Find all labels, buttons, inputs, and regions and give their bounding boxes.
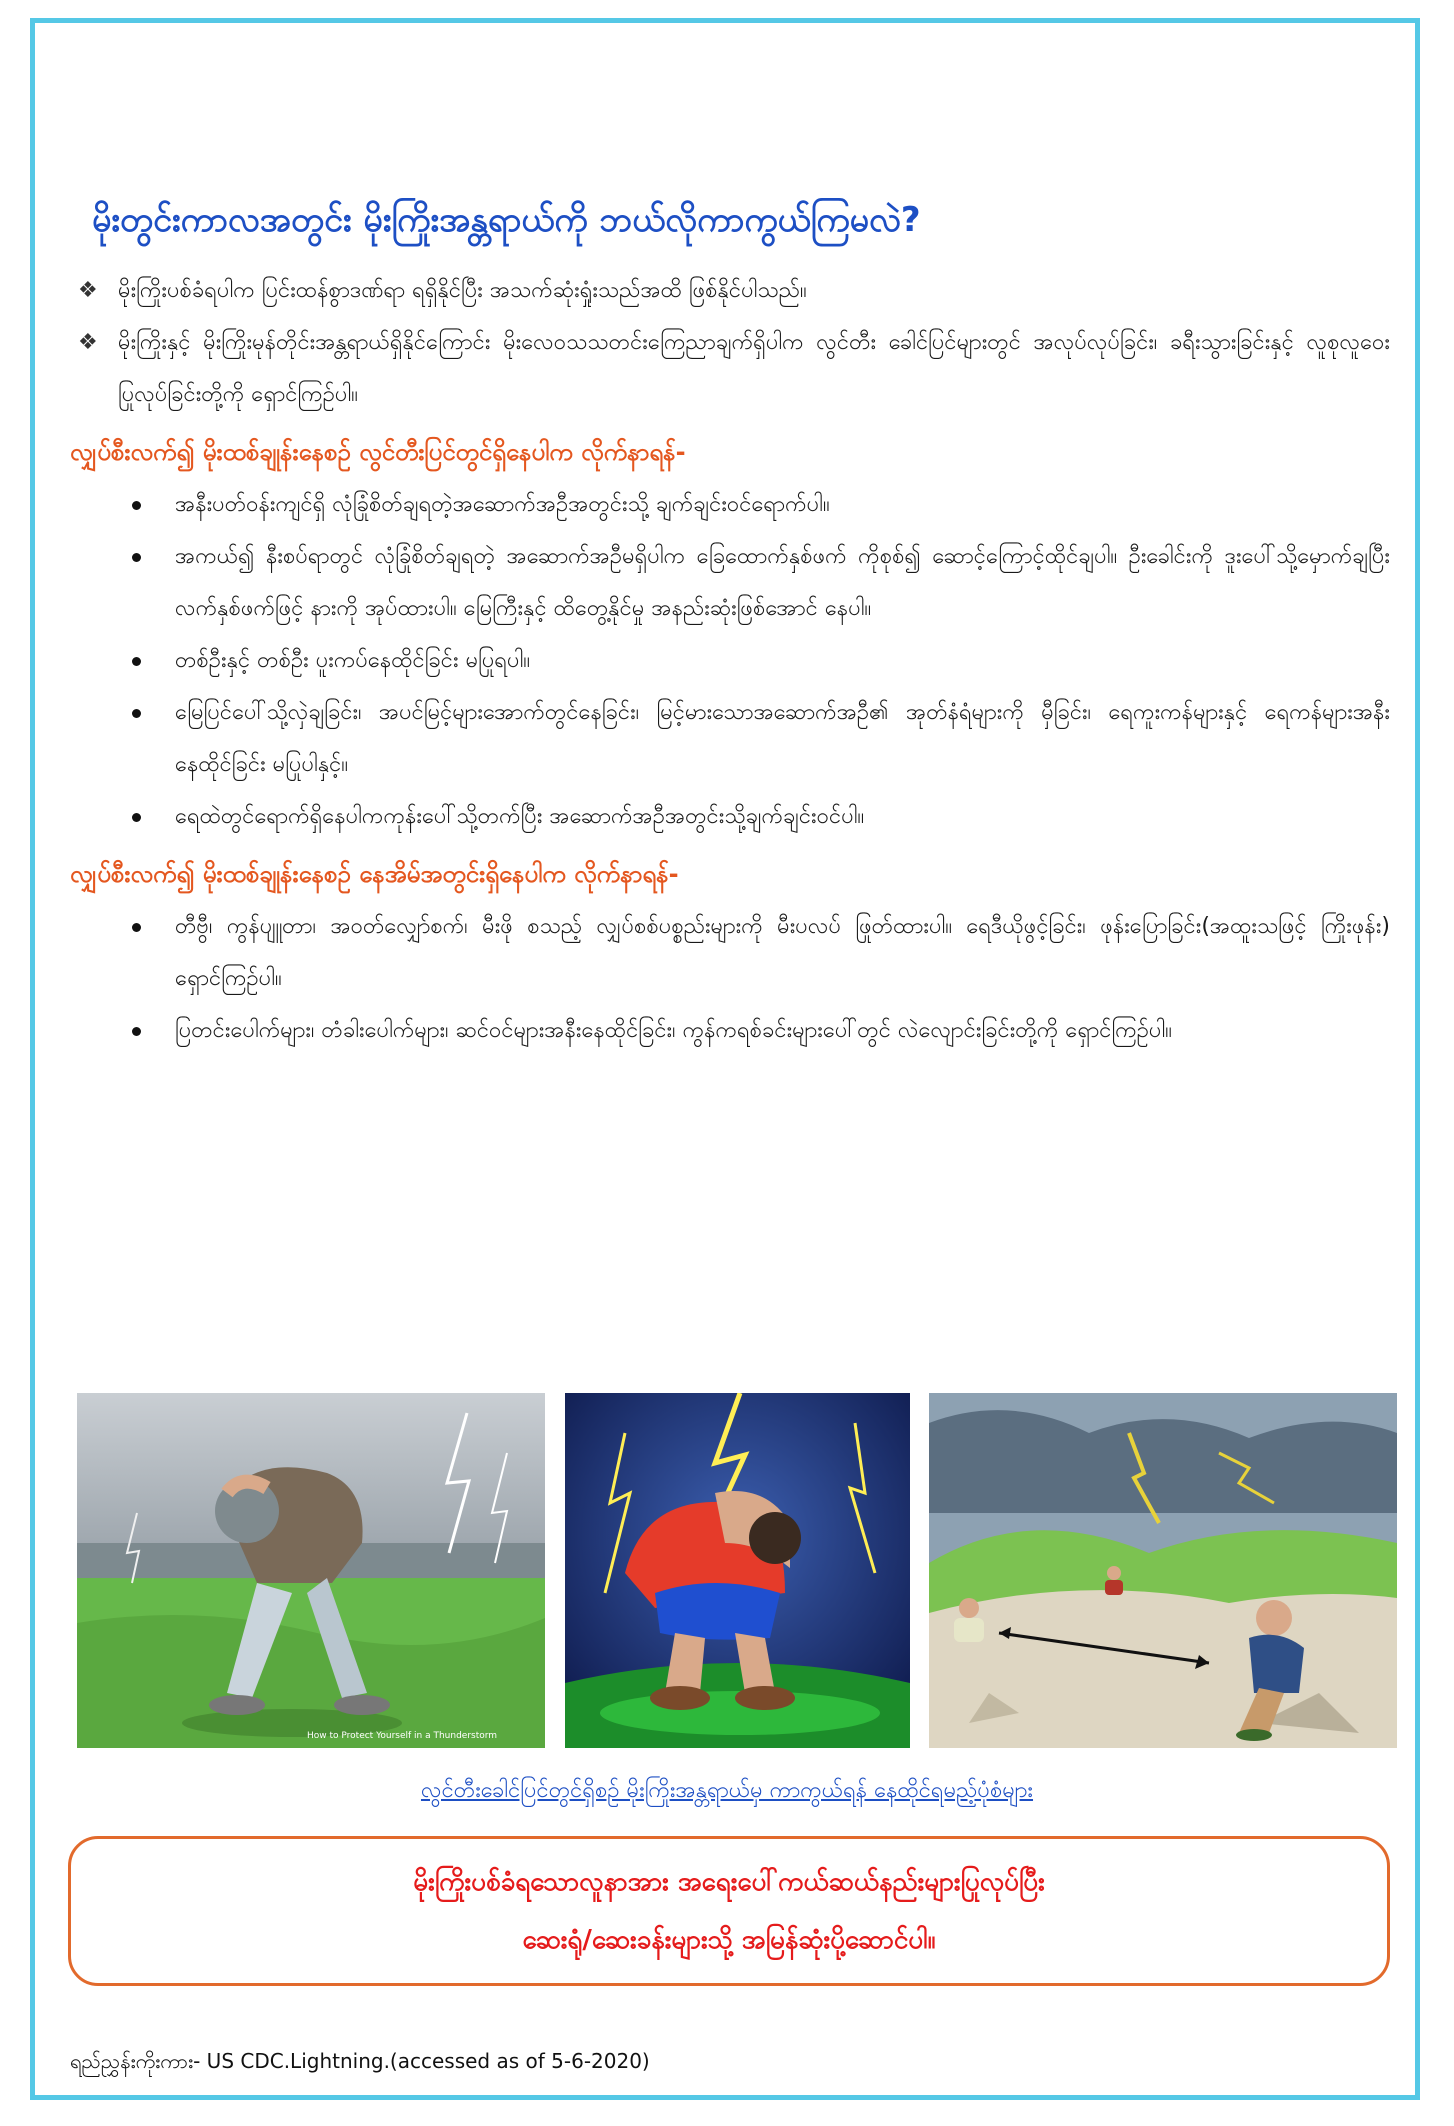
warning-line-2: ဆေးရုံ/ဆေးခန်းများသို့ အမြန်ဆုံးပို့ဆောင်ပါ။ — [522, 1925, 936, 1955]
list-item: ပြတင်းပေါက်များ၊ တံခါးပေါက်များ၊ ဆင်ဝင်များအနီးနေထိုင်ခြင်း၊ ကွန်ကရစ်ခင်းများပေါ်တွင် လဲလျောင်းခြင်းတို့ကို ရှောင်ကြဉ်ပါ။ — [70, 1005, 1390, 1057]
image-watermark-caption: How to Protect Yourself in a Thunderstorm — [307, 1731, 498, 1741]
section-heading-outdoor: လျှပ်စီးလက်၍ မိုးထစ်ချုန်းနေစဉ် လွင်တီးပြင်တွင်ရှိနေပါက လိုက်နာရန်- — [70, 438, 686, 466]
warning-line-1: မိုးကြိုးပစ်ခံရသောလူနာအား အရေးပေါ်ကယ်ဆယ်နည်းများပြုလုပ်ပြီး — [413, 1867, 1045, 1897]
main-content — [70, 195, 1390, 1057]
bullet-icon — [132, 1027, 141, 1036]
illustration-squat-position-lightning — [565, 1393, 910, 1748]
section-heading-indoor: လျှပ်စီးလက်၍ မိုးထစ်ချုန်းနေစဉ် နေအိမ်အတွင်းရှိနေပါက လိုက်နာရန်- — [70, 860, 679, 888]
list-item: ရေထဲတွင်ရောက်ရှိနေပါကကုန်းပေါ်သို့တက်ပြီး အဆောက်အဦအတွင်းသို့ချက်ချင်းဝင်ပါ။ — [70, 791, 1390, 843]
emergency-warning-box — [68, 1836, 1390, 1986]
bullet-icon — [132, 709, 141, 718]
reference-source: ရည်ညွှန်းကိုးကား- US CDC.Lightning.(accessed as of 5-6-2020) — [70, 2049, 650, 2073]
bullet-icon — [132, 501, 141, 510]
bullet-icon — [132, 657, 141, 666]
bullet-icon — [132, 923, 141, 932]
diamond-bullet-icon: ❖ — [78, 330, 98, 355]
list-item: တီဗွီ၊ ကွန်ပျူတာ၊ အဝတ်လျှော်စက်၊ မီးဖို စသည့် လျှပ်စစ်ပစ္စည်းများကို မီးပလပ် ဖြုတ်ထားပါ။ ရေဒီယိုဖွင့်ခြင်း၊ ဖုန်းပြောခြင်း(အထူးသဖြင့် ကြိုးဖုန်း) ရှောင်ကြဉ်ပါ။ — [70, 901, 1390, 1005]
intro-item-1: ❖ မိုးကြိုးပစ်ခံရပါက ပြင်းထန်စွာဒဏ်ရာ ရရှိနိုင်ပြီး အသက်ဆုံးရှုံးသည်အထိ ဖြစ်နိုင်ပါသည်။ — [78, 265, 1390, 317]
illustration-people-spread-apart — [929, 1393, 1397, 1748]
list-item: အကယ်၍ နီးစပ်ရာတွင် လုံခြုံစိတ်ချရတဲ့ အဆောက်အဦမရှိပါက ခြေထောက်နှစ်ဖက် ကိုစုစ်၍ ဆောင့်ကြောင့်ထိုင်ချပါ။ ဦးခေါင်းကို ဒူးပေါ်သို့မှောက်ချပြီး လက်နှစ်ဖက်ဖြင့် နားကို အုပ်ထားပါ။ မြေကြီးနှင့် ထိတွေ့နိုင်မှု အနည်းဆုံးဖြစ်အောင် နေပါ။ — [70, 531, 1390, 635]
outdoor-list — [70, 479, 1390, 843]
intro-item-2: ❖ မိုးကြိုးနှင့် မိုးကြိုးမုန်တိုင်းအန္တရာယ်ရှိနိုင်ကြောင်း မိုးလေဝသသတင်းကြေညာချက်ရှိပါက လွင်တီး ခေါင်ပြင်များတွင် အလုပ်လုပ်ခြင်း၊ ခရီးသွားခြင်းနှင့် လူစုလူဝေးပြုလုပ်ခြင်းတို့ကို ရှောင်ကြဉ်ပါ။ — [78, 317, 1390, 421]
illustration-crouching-man-storm — [77, 1393, 545, 1748]
bullet-icon — [132, 553, 141, 562]
illustration-row — [77, 1393, 1397, 1748]
list-item: အနီးပတ်ဝန်းကျင်ရှိ လုံခြုံစိတ်ချရတဲ့အဆောက်အဦအတွင်းသို့ ချက်ချင်းဝင်ရောက်ပါ။ — [70, 479, 1390, 531]
diamond-bullet-icon: ❖ — [78, 278, 98, 303]
images-caption-link[interactable]: လွင်တီးခေါင်ပြင်တွင်ရှိစဉ် မိုးကြိုးအန္တရာယ်မှ ကာကွယ်ရန် နေထိုင်ရမည့်ပုံစံများ — [420, 1778, 1034, 1803]
list-item: တစ်ဦးနှင့် တစ်ဦး ပူးကပ်နေထိုင်ခြင်း မပြုရပါ။ — [70, 635, 1390, 687]
bullet-icon — [132, 813, 141, 822]
indoor-list — [70, 901, 1390, 1057]
list-item: မြေပြင်ပေါ်သို့လှဲချခြင်း၊ အပင်မြင့်များအောက်တွင်နေခြင်း၊ မြင့်မားသောအဆောက်အဦ၏ အုတ်နံရံများကို မှီခြင်း၊ ရေကူးကန်များနှင့် ရေကန်များအနီး နေထိုင်ခြင်း မပြုပါနှင့်။ — [70, 687, 1390, 791]
page-title: မိုးတွင်းကာလအတွင်း မိုးကြိုးအန္တရာယ်ကို ဘယ်လိုကာကွယ်ကြမလဲ? — [92, 200, 921, 240]
